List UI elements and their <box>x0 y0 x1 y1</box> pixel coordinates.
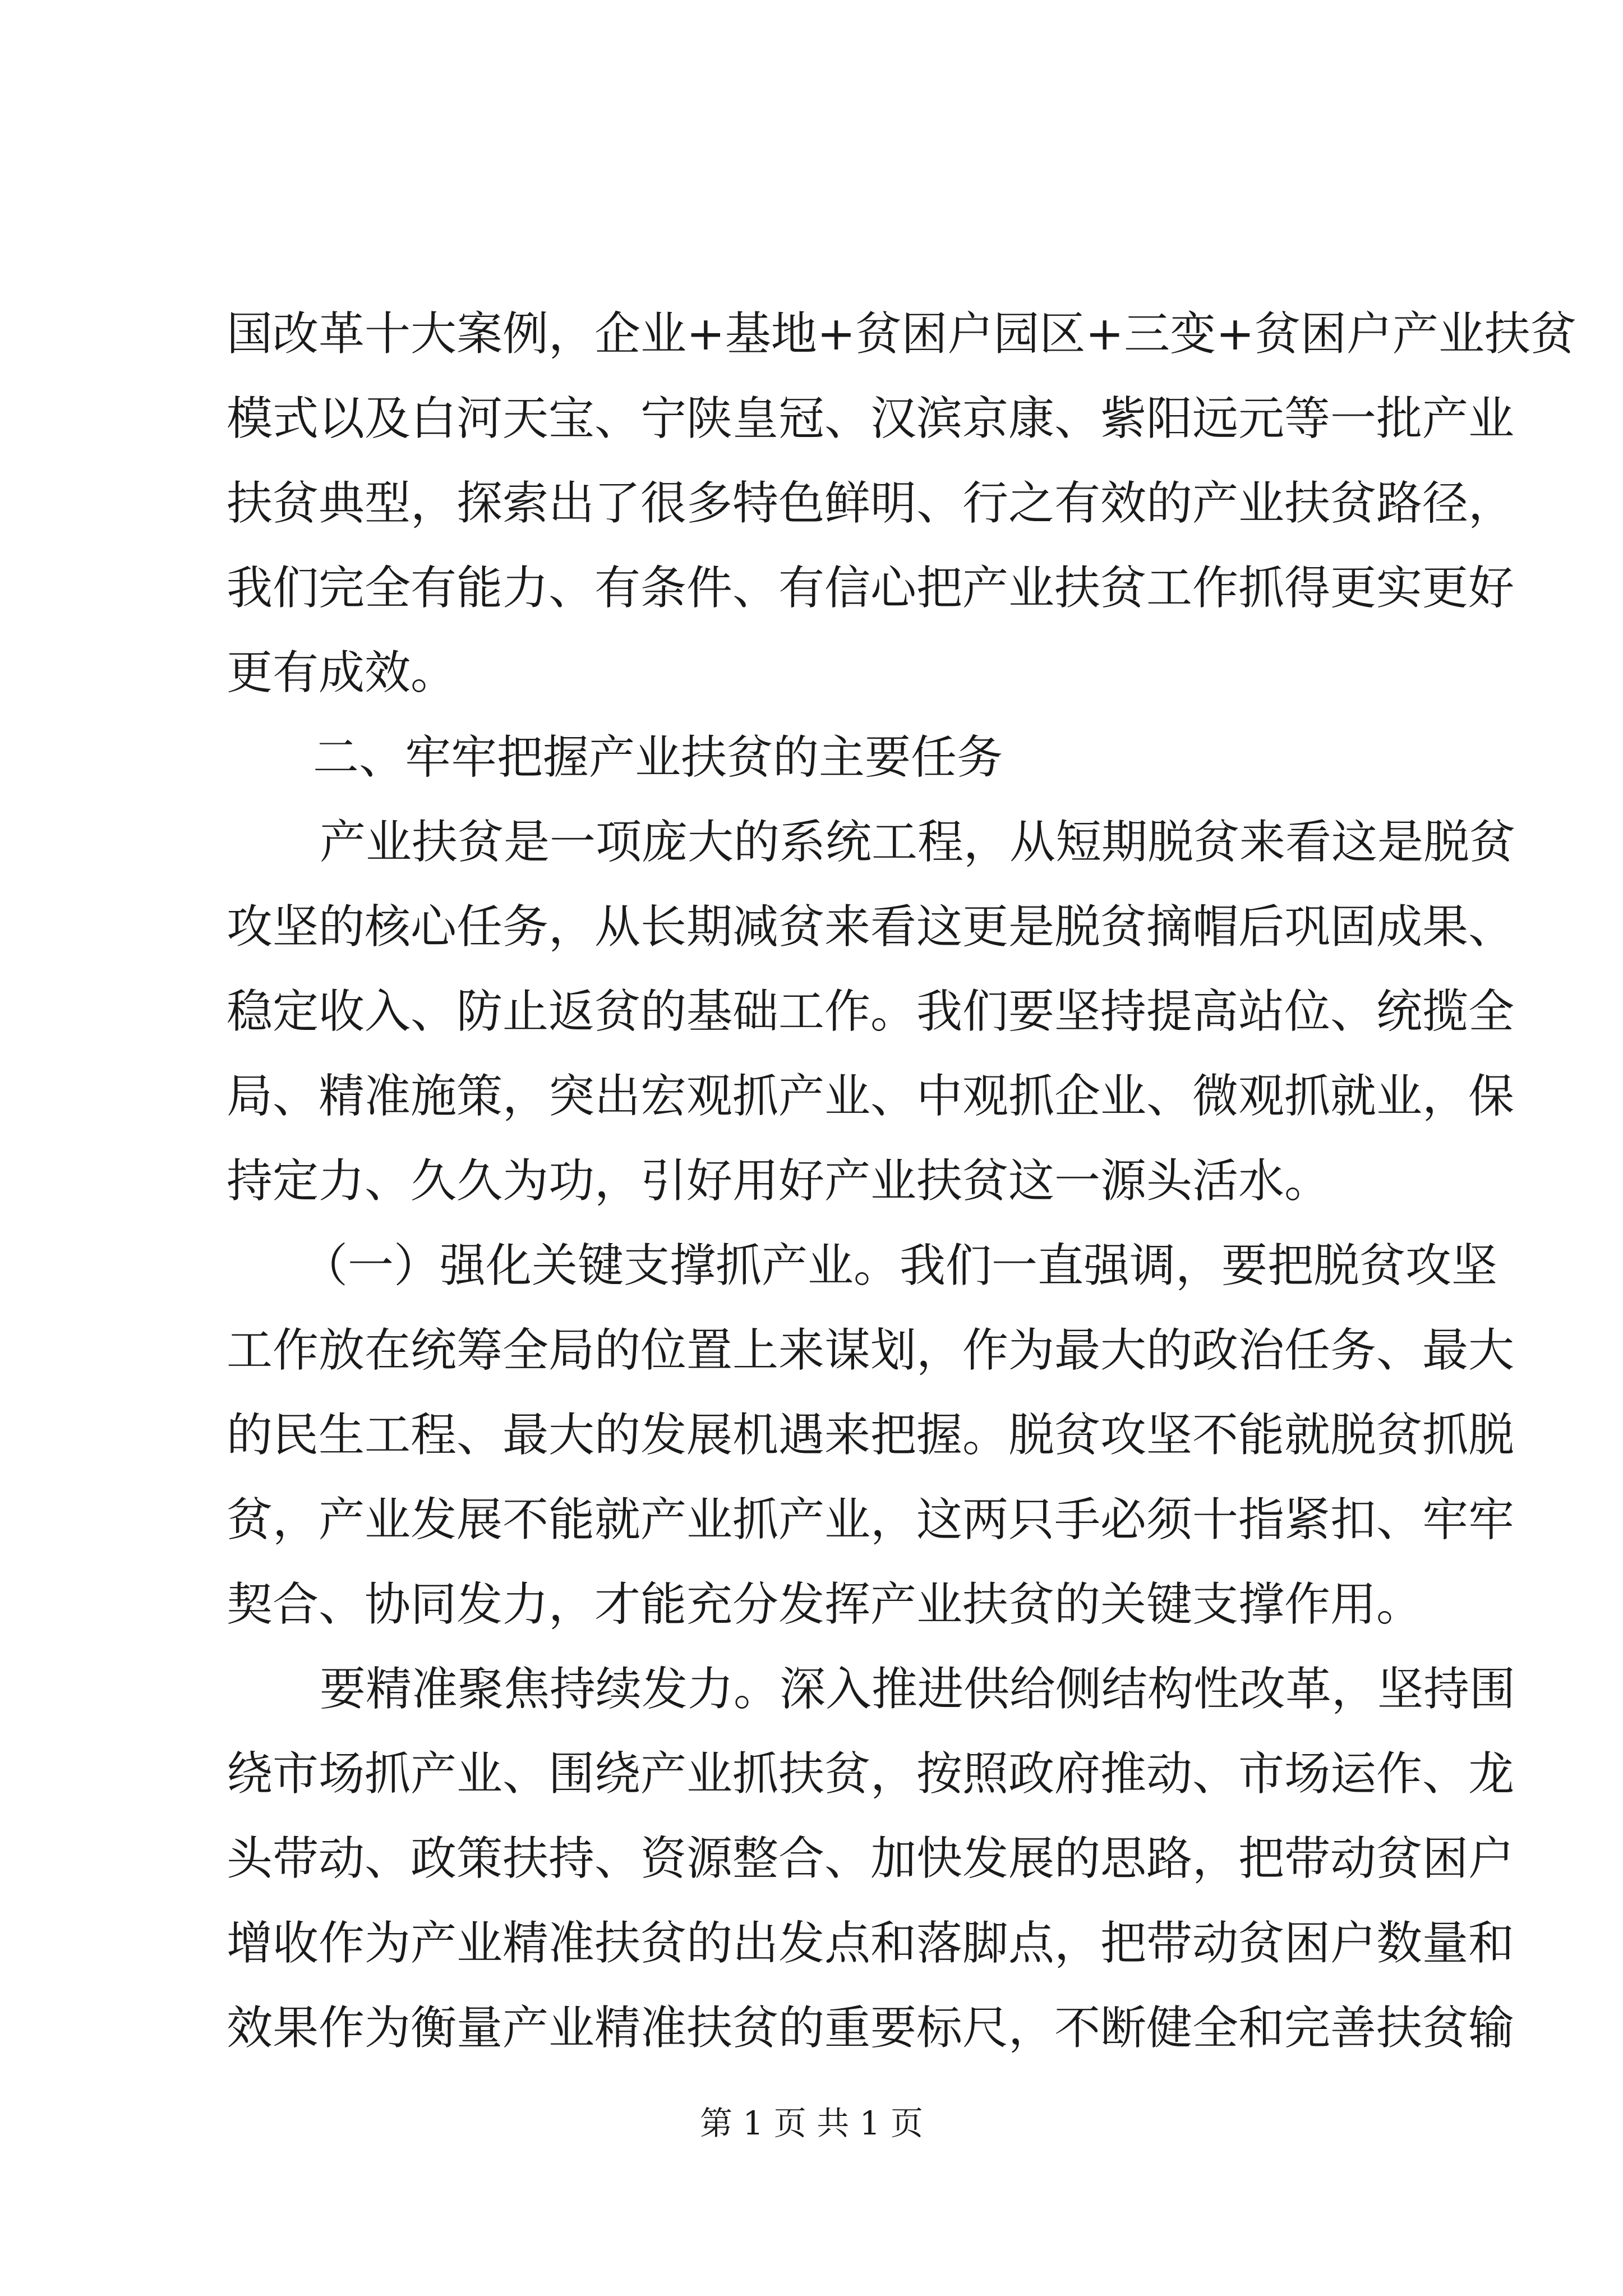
text-line: 稳定收入、防止返贫的基础工作。我们要坚持提高站位、统揽全 <box>227 985 1515 1038</box>
page-number: 第 1 页 共 1 页 <box>700 2104 923 2142</box>
text-line: 我们完全有能力、有条件、有信心把产业扶贫工作抓得更实更好 <box>227 562 1515 615</box>
subsection-heading: （一）强化关键支撑抓产业。我们一直强调，要把脱贫攻坚 <box>302 1239 1498 1292</box>
text-line: 更有成效。 <box>227 646 457 700</box>
document-body <box>227 292 1576 2070</box>
text-line: 增收作为产业精准扶贫的出发点和落脚点，把带动贫困户数量和 <box>227 1917 1515 1970</box>
text-line: 的民生工程、最大的发展机遇来把握。脱贫攻坚不能就脱贫抓脱 <box>227 1409 1515 1462</box>
text-line: 国改革十大案例，企业+基地+贫困户园区+三变+贫困户产业扶贫 <box>227 307 1576 361</box>
text-line: 效果作为衡量产业精准扶贫的重要标尺，不断健全和完善扶贫输 <box>227 2001 1515 2055</box>
text-line: 契合、协同发力，才能充分发挥产业扶贫的关键支撑作用。 <box>227 1578 1423 1631</box>
text-line: 模式以及白河天宝、宁陕皇冠、汉滨京康、紫阳远元等一批产业 <box>227 392 1515 445</box>
paragraph-first-line: 产业扶贫是一项庞大的系统工程，从短期脱贫来看这是脱贫 <box>320 816 1516 869</box>
text-line: 持定力、久久为功，引好用好产业扶贫这一源头活水。 <box>227 1154 1331 1208</box>
section-heading: 二、牢牢把握产业扶贫的主要任务 <box>313 731 1003 784</box>
text-line: 局、精准施策，突出宏观抓产业、中观抓企业、微观抓就业，保 <box>227 1070 1515 1123</box>
page-footer <box>0 2101 1623 2146</box>
text-line: 贫，产业发展不能就产业抓产业，这两只手必须十指紧扣、牢牢 <box>227 1493 1515 1547</box>
text-line: 扶贫典型，探索出了很多特色鲜明、行之有效的产业扶贫路径， <box>227 477 1515 530</box>
paragraph-first-line: 要精准聚焦持续发力。深入推进供给侧结构性改革，坚持围 <box>320 1663 1516 1716</box>
text-line: 攻坚的核心任务，从长期减贫来看这更是脱贫摘帽后巩固成果、 <box>227 900 1515 954</box>
text-line: 工作放在统筹全局的位置上来谋划，作为最大的政治任务、最大 <box>227 1324 1515 1377</box>
text-line: 头带动、政策扶持、资源整合、加快发展的思路，把带动贫困户 <box>227 1832 1515 1885</box>
text-line: 绕市场抓产业、围绕产业抓扶贫，按照政府推动、市场运作、龙 <box>227 1747 1515 1801</box>
